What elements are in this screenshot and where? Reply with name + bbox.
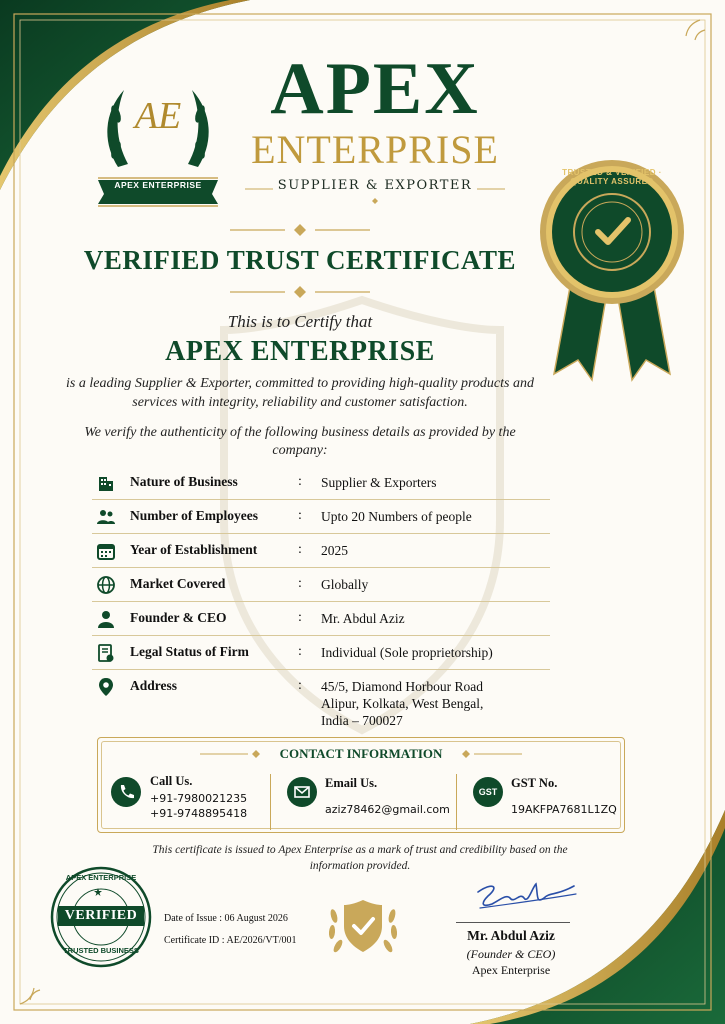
certificate-id [164,935,296,946]
calendar-icon [96,541,116,561]
address-line-3: India – 700027 [321,713,403,728]
company-name: APEX ENTERPRISE [165,336,435,367]
email-icon [287,777,317,807]
location-pin-icon [96,677,116,697]
stamp-verified-text: VERIFIED [64,908,138,923]
address-line-1: 45/5, Diamond Horbour Road [321,679,483,694]
signatory-company: Apex Enterprise [471,963,551,977]
detail-colon: : [298,474,302,489]
contact-title: CONTACT INFORMATION [279,746,443,761]
seal-text: TRUSTED & VERIFIED · QUALITY ASSURED [562,168,662,186]
certify-line: This is to Certify that [227,312,373,331]
certificate-title: VERIFIED TRUST CERTIFICATE [83,245,517,275]
logo-ribbon-text: APEX ENTERPRISE [114,180,202,190]
detail-label: Address [130,678,178,693]
detail-label: Year of Establishment [130,542,258,557]
detail-value: Mr. Abdul Aziz [321,611,405,626]
title-ornament-bottom [230,284,370,300]
certificate-id-label: Certificate ID : [164,935,225,946]
signatory-name: Mr. Abdul Aziz [467,928,555,943]
issue-date-label: Date of Issue : [164,913,223,924]
building-icon [96,473,116,493]
brand-name: APEX [270,48,480,130]
gst-number: 19AKFPA7681L1ZQ [511,803,617,816]
detail-label: Market Covered [130,576,226,591]
globe-icon [96,575,116,595]
brand-tagline: SUPPLIER & EXPORTER [277,178,473,193]
issued-note: This certificate is issued to Apex Enterprise as a mark of trust and credibility based on the information provided. [152,844,568,872]
detail-row-legal [92,636,550,670]
detail-row-address [92,670,550,734]
detail-row-market [92,568,550,602]
email-address[interactable]: aziz78462@gmail.com [325,803,450,816]
stamp-top-text: APEX ENTERPRISE [65,873,137,882]
verify-statement: We verify the authenticity of the following business details as provided by the company: [84,425,516,458]
detail-colon: : [298,508,302,523]
company-logo-emblem [88,72,228,212]
document-icon [96,643,116,663]
person-icon [96,609,116,629]
detail-value: Individual (Sole proprietorship) [321,645,493,660]
people-icon [96,507,116,527]
issue-date-value: 06 August 2026 [224,913,288,924]
gst-label: GST No. [511,776,558,790]
certificate-id-value: AE/2026/VT/001 [226,935,297,946]
contact-divider [456,774,457,830]
issue-date [164,913,288,924]
address-value [321,678,483,729]
detail-row-nature [92,466,550,500]
address-line-2: Alipur, Kolkata, West Bengal, [321,696,484,711]
phone-1[interactable]: +91-7980021235 [150,792,248,805]
detail-label: Founder & CEO [130,610,227,625]
title-ornament-top [230,222,370,238]
detail-label: Legal Status of Firm [130,644,249,659]
call-label: Call Us. [150,774,193,788]
detail-row-founder [92,602,550,636]
trusted-verified-seal [532,156,692,388]
detail-value: Upto 20 Numbers of people [321,509,472,524]
detail-value: Globally [321,577,369,592]
detail-value: 2025 [321,543,348,558]
gold-shield-check-icon [322,886,404,966]
stamp-bottom-text: TRUSTED BUSINESS [63,946,139,955]
gst-icon: GST [473,777,503,807]
phone-2[interactable]: +91-9748895418 [150,807,248,820]
contact-divider [270,774,271,830]
detail-colon: : [298,610,302,625]
detail-colon: : [298,644,302,659]
company-description: is a leading Supplier & Exporter, committed to providing high-quality products and services with integrity, reliability and customer satisfaction. [66,376,534,410]
detail-label: Nature of Business [130,474,238,489]
signature-line [456,922,570,923]
brand-subtitle: ENTERPRISE [251,127,499,172]
detail-row-year [92,534,550,568]
signature-image [470,878,580,918]
detail-row-employees [92,500,550,534]
logo-monogram: AE [134,95,182,137]
signatory-role: (Founder & CEO) [466,947,556,961]
detail-colon: : [298,542,302,557]
detail-label: Number of Employees [130,508,258,523]
phone-icon [111,777,141,807]
business-details-table [92,466,550,734]
detail-value: Supplier & Exporters [321,475,437,490]
email-label: Email Us. [325,776,378,790]
detail-colon: : [298,678,302,693]
detail-colon: : [298,576,302,591]
